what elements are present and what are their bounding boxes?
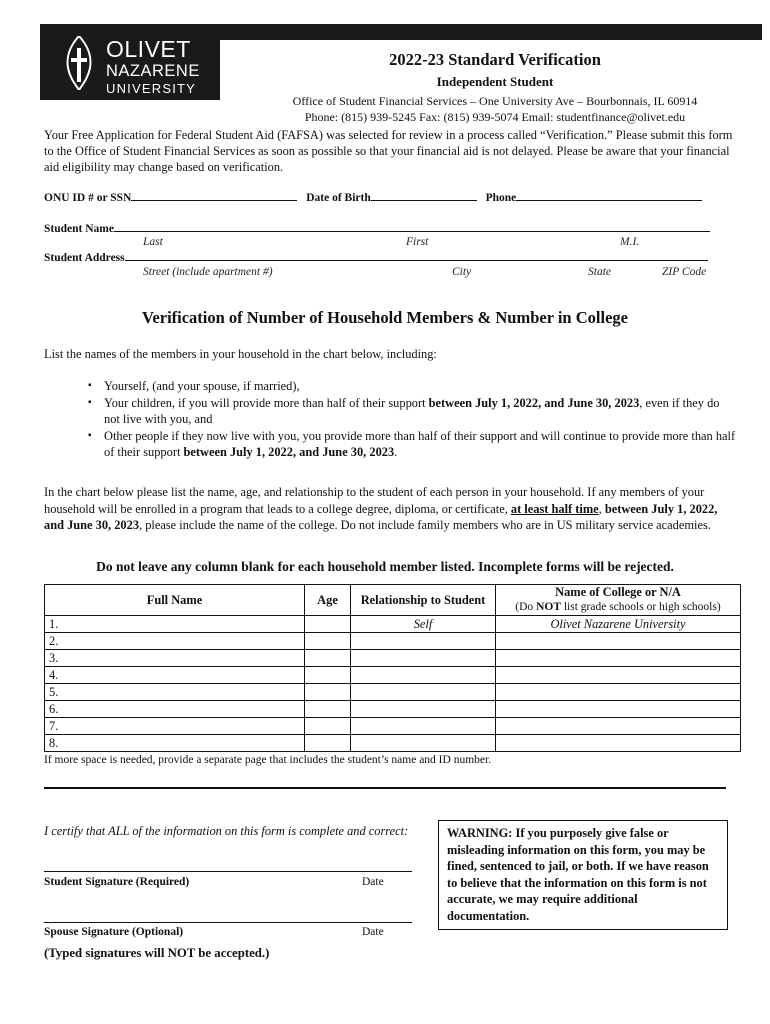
bullet-2-pre: Your children, if you will provide more than half of their support <box>104 395 429 410</box>
bullet-2-date: between July 1, 2022, and June 30, 2023 <box>428 395 640 410</box>
logo-line-olivet: OLIVET <box>106 36 191 62</box>
table-warning: Do not leave any column blank for each household member listed. Incomplete forms will be rejected. <box>96 559 674 574</box>
chart-intro-post: , please include the name of the college. Do not include family members who are in US military service academies. <box>139 518 711 532</box>
address-sub-city: City <box>452 266 472 278</box>
phone-field[interactable] <box>516 191 702 201</box>
cell-relationship[interactable] <box>351 735 496 752</box>
page-title: 2022-23 Standard Verification <box>389 50 601 69</box>
dob-label: Date of Birth <box>306 192 371 204</box>
table-row <box>45 667 741 684</box>
student-address-label: Student Address <box>44 252 125 264</box>
university-logo <box>40 24 220 100</box>
phone-label: Phone <box>485 192 517 204</box>
cell-full-name[interactable]: 7. <box>45 718 305 735</box>
cell-age[interactable] <box>305 718 351 735</box>
header-college-title: Name of College or N/A <box>555 585 681 599</box>
student-name-label: Student Name <box>44 223 114 235</box>
header-relationship: Relationship to Student <box>351 585 496 616</box>
cell-age[interactable] <box>305 667 351 684</box>
spouse-signature-line[interactable] <box>44 922 412 923</box>
college-note-pre: (Do <box>515 601 537 613</box>
cell-full-name[interactable]: 8. <box>45 735 305 752</box>
college-note-post: list grade schools or high schools) <box>560 601 721 613</box>
chart-intro <box>44 484 734 534</box>
table-row <box>45 633 741 650</box>
cell-full-name[interactable]: 5. <box>45 684 305 701</box>
id-row <box>44 191 734 204</box>
list-intro: List the names of the members in your household in the chart below, including: <box>44 347 437 361</box>
student-name-field[interactable] <box>114 222 710 232</box>
bullet-yourself <box>88 378 738 395</box>
name-sub-first: First <box>406 236 429 248</box>
cross-flame-icon <box>64 36 94 90</box>
cell-relationship[interactable] <box>351 718 496 735</box>
chart-intro-date: between July 1, 2022, and June 30, 2023 <box>44 501 718 532</box>
cell-relationship[interactable] <box>351 650 496 667</box>
cell-age[interactable] <box>305 650 351 667</box>
student-address-field[interactable] <box>125 251 708 261</box>
table-row <box>45 735 741 752</box>
student-address-row <box>44 251 708 264</box>
bullet-2-post: , even if they do not live with you, and <box>104 395 720 426</box>
cell-relationship[interactable]: Self <box>351 616 496 633</box>
intro-paragraph: Your Free Application for Federal Student Aid (FAFSA) was selected for review in a process called “Verification.” Please submit this form to the Office of Student Financial Services as soon as possible so that your financial aid is not delayed. Please be aware that your financial aid eligibility may change based on verification. <box>44 128 733 174</box>
student-date-label: Date <box>362 876 384 888</box>
cell-age[interactable] <box>305 633 351 650</box>
bullet-others <box>88 428 738 461</box>
bullet-3-date: between July 1, 2022, and June 30, 2023 <box>183 445 395 459</box>
cell-relationship[interactable] <box>351 684 496 701</box>
certify-statement: I certify that ALL of the information on this form is complete and correct: <box>44 824 409 838</box>
bullet-3-pre: Other people if they now live with you, you provide more than half of their support and will continue to provide more than half of their support <box>104 428 736 459</box>
college-note-not: NOT <box>536 601 561 613</box>
bullet-1-text: Yourself, (and your spouse, if married), <box>104 379 300 393</box>
household-bullets <box>88 378 738 461</box>
more-space-note: If more space is needed, provide a separate page that includes the student’s name and ID number. <box>44 754 492 766</box>
cell-relationship[interactable] <box>351 701 496 718</box>
cell-full-name[interactable]: 4. <box>45 667 305 684</box>
id-label: ONU ID # or SSN <box>44 192 132 204</box>
cell-college[interactable] <box>496 633 741 650</box>
typed-signature-note: (Typed signatures will NOT be accepted.) <box>44 946 270 960</box>
table-row <box>45 718 741 735</box>
header-college <box>496 585 741 616</box>
address-sub-state: State <box>588 266 611 278</box>
student-signature-line[interactable] <box>44 871 412 872</box>
warning-box: WARNING: If you purposely give false or misleading information on this form, you may be fined, sentenced to jail, or both. If we have reason to believe that the information on this form is not accurate, we may require additional documentation. <box>438 820 728 930</box>
cell-age[interactable] <box>305 701 351 718</box>
cell-college[interactable] <box>496 701 741 718</box>
bullet-children <box>88 395 738 428</box>
office-address: Office of Student Financial Services – One University Ave – Bourbonnais, IL 60914 <box>292 94 698 108</box>
chart-intro-pre: In the chart below please list the name, age, and relationship to the student of each person in your household. If any members of your household will be enrolled in a program that leads to a college degree, diploma, or certificate, <box>44 485 705 516</box>
cell-age[interactable] <box>305 616 351 633</box>
name-sub-mi: M.I. <box>620 236 640 248</box>
table-row <box>45 650 741 667</box>
student-signature-label: Student Signature (Required) <box>44 876 190 888</box>
cell-full-name[interactable]: 1. <box>45 616 305 633</box>
office-contact: Phone: (815) 939-5245 Fax: (815) 939-5074 Email: studentfinance@olivet.edu <box>304 110 686 124</box>
page-subtitle: Independent Student <box>436 74 554 89</box>
cell-full-name[interactable]: 2. <box>45 633 305 650</box>
cell-age[interactable] <box>305 684 351 701</box>
spouse-signature-label: Spouse Signature (Optional) <box>44 926 184 938</box>
section-divider <box>44 787 726 789</box>
title-block <box>230 50 760 125</box>
header-full-name: Full Name <box>45 585 305 616</box>
cell-college[interactable] <box>496 684 741 701</box>
cell-full-name[interactable]: 3. <box>45 650 305 667</box>
table-row <box>45 684 741 701</box>
name-sub-last: Last <box>143 236 163 248</box>
header-age: Age <box>305 585 351 616</box>
cell-college[interactable] <box>496 735 741 752</box>
dob-field[interactable] <box>371 191 477 201</box>
household-table <box>44 584 741 752</box>
cell-college[interactable] <box>496 667 741 684</box>
header-college-note <box>500 600 736 615</box>
table-header-row <box>45 585 741 616</box>
table-row <box>45 616 741 633</box>
cell-age[interactable] <box>305 735 351 752</box>
address-sub-zip: ZIP Code <box>662 266 707 278</box>
student-name-row <box>44 222 710 235</box>
chart-intro-half-time: at least half time <box>510 501 599 516</box>
address-sub-street: Street (include apartment #) <box>143 266 273 278</box>
id-field[interactable] <box>131 191 297 201</box>
section-title: Verification of Number of Household Members & Number in College <box>142 308 628 327</box>
logo-line-university: UNIVERSITY <box>106 80 197 96</box>
table-row <box>45 701 741 718</box>
spouse-date-label: Date <box>362 926 384 938</box>
cell-college[interactable]: Olivet Nazarene University <box>496 616 741 633</box>
cell-full-name[interactable]: 6. <box>45 701 305 718</box>
bullet-3-post: . <box>394 445 398 459</box>
cell-relationship[interactable] <box>351 633 496 650</box>
cell-relationship[interactable] <box>351 667 496 684</box>
cell-college[interactable] <box>496 718 741 735</box>
cell-college[interactable] <box>496 650 741 667</box>
logo-line-nazarene: NAZARENE <box>106 62 200 80</box>
chart-intro-mid: , <box>598 501 605 516</box>
